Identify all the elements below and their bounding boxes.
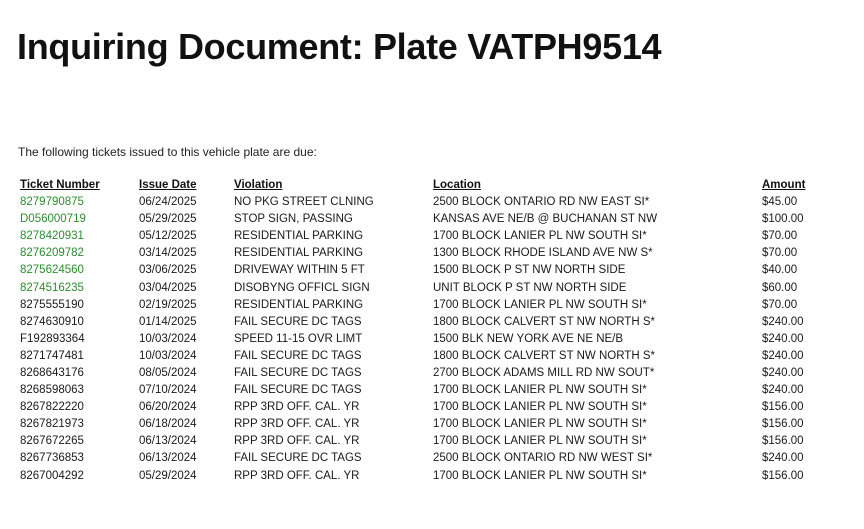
ticket-number: 8267736853 bbox=[20, 452, 84, 465]
location-cell: 1800 BLOCK CALVERT ST NW NORTH S* bbox=[433, 349, 655, 362]
ticket-number: 8267004292 bbox=[20, 469, 84, 482]
table-row bbox=[16, 262, 828, 279]
ticket-number: 8275555190 bbox=[20, 298, 84, 311]
violation-cell: FAIL SECURE DC TAGS bbox=[234, 452, 362, 465]
issue-date-cell: 10/03/2024 bbox=[139, 332, 197, 345]
violation-cell: RPP 3RD OFF. CAL. YR bbox=[234, 469, 360, 482]
header-location: Location bbox=[433, 179, 481, 191]
location-cell: UNIT BLOCK P ST NW NORTH SIDE bbox=[433, 281, 627, 294]
issue-date-cell: 05/12/2025 bbox=[139, 230, 197, 243]
violation-cell: RPP 3RD OFF. CAL. YR bbox=[234, 435, 360, 448]
ticket-number: 8274630910 bbox=[20, 315, 84, 328]
header-issue-date: Issue Date bbox=[139, 179, 197, 191]
issue-date-cell: 08/05/2024 bbox=[139, 366, 197, 379]
ticket-number-link[interactable]: 8275624560 bbox=[20, 264, 84, 277]
table-row bbox=[16, 450, 828, 467]
table-row bbox=[16, 279, 828, 296]
amount-cell: $240.00 bbox=[762, 452, 804, 465]
violation-cell: STOP SIGN, PASSING bbox=[234, 213, 353, 226]
violation-cell: RPP 3RD OFF. CAL. YR bbox=[234, 418, 360, 431]
ticket-number-cell bbox=[16, 297, 135, 314]
table-header-row bbox=[16, 177, 828, 194]
issue-date-cell: 07/10/2024 bbox=[139, 384, 197, 397]
ticket-number: 8267821973 bbox=[20, 418, 84, 431]
ticket-number-link[interactable]: 8278420931 bbox=[20, 230, 84, 243]
amount-cell: $240.00 bbox=[762, 315, 804, 328]
violation-cell: FAIL SECURE DC TAGS bbox=[234, 384, 362, 397]
location-cell: 1700 BLOCK LANIER PL NW SOUTH SI* bbox=[433, 418, 647, 431]
issue-date-cell: 03/04/2025 bbox=[139, 281, 197, 294]
ticket-number-cell bbox=[16, 416, 135, 433]
location-cell: 2500 BLOCK ONTARIO RD NW EAST SI* bbox=[433, 196, 650, 209]
table-row bbox=[16, 297, 828, 314]
ticket-number: 8267672265 bbox=[20, 435, 84, 448]
violation-cell: FAIL SECURE DC TAGS bbox=[234, 366, 362, 379]
issue-date-cell: 05/29/2025 bbox=[139, 213, 197, 226]
amount-cell: $70.00 bbox=[762, 247, 798, 260]
header-ticket-number: Ticket Number bbox=[20, 179, 100, 191]
ticket-number-link[interactable]: 8274516235 bbox=[20, 281, 84, 294]
ticket-number-cell bbox=[16, 365, 135, 382]
ticket-number: 8271747481 bbox=[20, 349, 84, 362]
ticket-number-cell bbox=[16, 450, 135, 467]
issue-date-cell: 06/13/2024 bbox=[139, 452, 197, 465]
violation-cell: RPP 3RD OFF. CAL. YR bbox=[234, 401, 360, 414]
location-cell: 1700 BLOCK LANIER PL NW SOUTH SI* bbox=[433, 230, 647, 243]
table-row bbox=[16, 416, 828, 433]
ticket-number-cell bbox=[16, 262, 135, 279]
table-row bbox=[16, 348, 828, 365]
ticket-number-cell bbox=[16, 468, 135, 485]
amount-cell: $40.00 bbox=[762, 264, 798, 277]
ticket-number-cell bbox=[16, 194, 135, 211]
table-row bbox=[16, 314, 828, 331]
location-cell: 1800 BLOCK CALVERT ST NW NORTH S* bbox=[433, 315, 655, 328]
table-row bbox=[16, 211, 828, 228]
location-cell: 1500 BLOCK P ST NW NORTH SIDE bbox=[433, 264, 626, 277]
issue-date-cell: 06/20/2024 bbox=[139, 401, 197, 414]
violation-cell: RESIDENTIAL PARKING bbox=[234, 298, 364, 311]
location-cell: 1700 BLOCK LANIER PL NW SOUTH SI* bbox=[433, 384, 647, 397]
ticket-number: 8268643176 bbox=[20, 366, 84, 379]
table-row bbox=[16, 331, 828, 348]
violation-cell: FAIL SECURE DC TAGS bbox=[234, 315, 362, 328]
violation-cell: RESIDENTIAL PARKING bbox=[234, 230, 364, 243]
location-cell: 2700 BLOCK ADAMS MILL RD NW SOUT* bbox=[433, 366, 655, 379]
location-cell: 1300 BLOCK RHODE ISLAND AVE NW S* bbox=[433, 247, 653, 260]
amount-cell: $156.00 bbox=[762, 401, 804, 414]
issue-date-cell: 03/14/2025 bbox=[139, 247, 197, 260]
table-row bbox=[16, 399, 828, 416]
ticket-number-link[interactable]: 8279790875 bbox=[20, 196, 84, 209]
table-row bbox=[16, 382, 828, 399]
issue-date-cell: 06/18/2024 bbox=[139, 418, 197, 431]
violation-cell: NO PKG STREET CLNING bbox=[234, 196, 374, 209]
location-cell: 1500 BLK NEW YORK AVE NE NE/B bbox=[433, 332, 624, 345]
ticket-number-link[interactable]: D056000719 bbox=[20, 213, 86, 226]
header-amount: Amount bbox=[762, 179, 806, 191]
issue-date-cell: 10/03/2024 bbox=[139, 349, 197, 362]
ticket-number-cell bbox=[16, 314, 135, 331]
location-cell: 1700 BLOCK LANIER PL NW SOUTH SI* bbox=[433, 401, 647, 414]
violation-cell: SPEED 11-15 OVR LIMT bbox=[234, 332, 363, 345]
ticket-number-cell bbox=[16, 399, 135, 416]
header-violation: Violation bbox=[234, 179, 283, 191]
ticket-number: 8268598063 bbox=[20, 384, 84, 397]
ticket-number: 8267822220 bbox=[20, 401, 84, 414]
issue-date-cell: 05/29/2024 bbox=[139, 469, 197, 482]
violation-cell: DRIVEWAY WITHIN 5 FT bbox=[234, 264, 365, 277]
ticket-number-cell bbox=[16, 228, 135, 245]
amount-cell: $100.00 bbox=[762, 213, 804, 226]
ticket-number-cell bbox=[16, 331, 135, 348]
table-row bbox=[16, 468, 828, 485]
amount-cell: $60.00 bbox=[762, 281, 798, 294]
location-cell: 1700 BLOCK LANIER PL NW SOUTH SI* bbox=[433, 435, 647, 448]
table-row bbox=[16, 245, 828, 262]
tickets-table bbox=[16, 177, 828, 485]
ticket-number-cell bbox=[16, 279, 135, 296]
table-row bbox=[16, 194, 828, 211]
issue-date-cell: 06/24/2025 bbox=[139, 196, 197, 209]
amount-cell: $240.00 bbox=[762, 332, 804, 345]
issue-date-cell: 06/13/2024 bbox=[139, 435, 197, 448]
issue-date-cell: 02/19/2025 bbox=[139, 298, 197, 311]
amount-cell: $70.00 bbox=[762, 230, 798, 243]
violation-cell: RESIDENTIAL PARKING bbox=[234, 247, 364, 260]
amount-cell: $156.00 bbox=[762, 469, 804, 482]
ticket-number: F192893364 bbox=[20, 332, 85, 345]
issue-date-cell: 03/06/2025 bbox=[139, 264, 197, 277]
amount-cell: $70.00 bbox=[762, 298, 798, 311]
amount-cell: $240.00 bbox=[762, 384, 804, 397]
issue-date-cell: 01/14/2025 bbox=[139, 315, 197, 328]
ticket-number-cell bbox=[16, 433, 135, 450]
ticket-number-cell bbox=[16, 245, 135, 262]
table-row bbox=[16, 433, 828, 450]
violation-cell: FAIL SECURE DC TAGS bbox=[234, 349, 362, 362]
violation-cell: DISOBYNG OFFICL SIGN bbox=[234, 281, 370, 294]
amount-cell: $240.00 bbox=[762, 366, 804, 379]
tickets-body bbox=[16, 194, 828, 485]
table-row bbox=[16, 365, 828, 382]
location-cell: 2500 BLOCK ONTARIO RD NW WEST SI* bbox=[433, 452, 653, 465]
ticket-number-cell bbox=[16, 382, 135, 399]
amount-cell: $45.00 bbox=[762, 196, 798, 209]
amount-cell: $156.00 bbox=[762, 435, 804, 448]
location-cell: KANSAS AVE NE/B @ BUCHANAN ST NW bbox=[433, 213, 658, 226]
amount-cell: $156.00 bbox=[762, 418, 804, 431]
table-row bbox=[16, 228, 828, 245]
amount-cell: $240.00 bbox=[762, 349, 804, 362]
ticket-number-cell bbox=[16, 348, 135, 365]
ticket-number-link[interactable]: 8276209782 bbox=[20, 247, 84, 260]
intro-text: The following tickets issued to this vehicle plate are due: bbox=[18, 145, 317, 159]
location-cell: 1700 BLOCK LANIER PL NW SOUTH SI* bbox=[433, 298, 647, 311]
location-cell: 1700 BLOCK LANIER PL NW SOUTH SI* bbox=[433, 469, 647, 482]
ticket-number-cell bbox=[16, 211, 135, 228]
page-title: Inquiring Document: Plate VATPH9514 bbox=[17, 26, 662, 67]
